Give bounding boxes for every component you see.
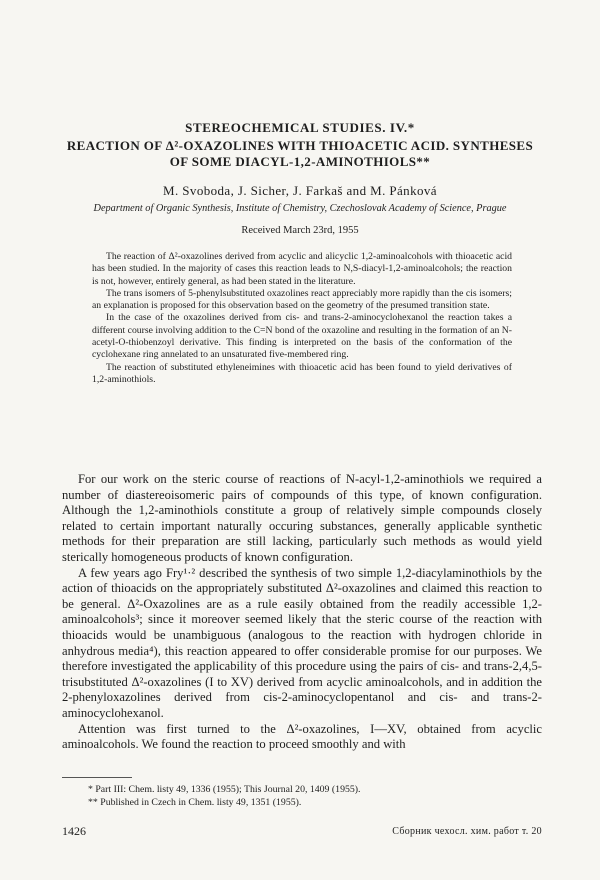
body-text	[62, 472, 542, 753]
abstract-paragraph: The trans isomers of 5-phenylsubstituted oxazolines react appreciably more rapidly than the cis isomers; an explanation is proposed for this observation based on the geometry of the presumed transition state.	[92, 287, 512, 312]
footnote: ** Published in Czech in Chem. listy 49, 1351 (1955).	[88, 797, 302, 808]
abstract-paragraph: The reaction of Δ²-oxazolines derived from acyclic and alicyclic 1,2-aminoalcohols with thioacetic acid has been studied. In the majority of cases this reaction leads to N,S-diacyl-1,2-aminoalcohols; the reaction is not, however, entirely general, as had been stated in the literature.	[92, 251, 512, 287]
title-line-1: REACTION OF Δ²-OXAZOLINES WITH THIOACETIC ACID. SYNTHESES	[66, 138, 534, 153]
journal-running-footer: Сборник чехосл. хим. работ т. 20	[392, 826, 542, 837]
abstract-paragraph: The reaction of substituted ethyleneimines with thioacetic acid has been found to yield derivatives of 1,2-aminothiols.	[92, 361, 512, 385]
footnote: * Part III: Chem. listy 49, 1336 (1955); This Journal 20, 1409 (1955).	[88, 784, 361, 795]
footnote-divider	[62, 777, 132, 778]
body-paragraph: Attention was first turned to the Δ²-oxazolines, I—XV, obtained from acyclic aminoalcohols. We found the reaction to proceed smoothly and with	[62, 721, 542, 752]
affiliation: Department of Organic Synthesis, Institute of Chemistry, Czechoslovak Academy of Science, Prague	[93, 203, 507, 214]
abstract	[92, 251, 512, 386]
article-title	[20, 138, 580, 170]
series-title: STEREOCHEMICAL STUDIES. IV.*	[185, 120, 415, 135]
authors: M. Svoboda, J. Sicher, J. Farkaš and M. Pánková	[163, 183, 437, 198]
footnotes	[88, 783, 528, 809]
body-paragraph: For our work on the steric course of reactions of N-acyl-1,2-aminothiols we required a number of diastereoisomeric pairs of compounds of this type, of known configuration. Although the 1,2-aminothiols constitute a group of relatively simple compounds closely related to certain important naturally occuring substances, generally applicable synthetic methods for their preparation are still lacking, particularly such methods as would yield sterically homogeneous products of known configuration.	[62, 472, 542, 564]
body-paragraph: A few years ago Fry¹·² described the synthesis of two simple 1,2-diacylaminothiols by the action of thioacids on the appropriately substituted Δ²-oxazolines and claimed this reaction to be general. Δ²-Oxazolines are as a rule easily obtained from the readily accessible 1,2-aminoalcohols³; since it moreover seemed likely that the steric course of the reaction with thioacids would be unambiguous (analogous to the reaction with hydrogen chloride in anhydrous media⁴), this reaction appeared to offer considerable promise for our purposes. We therefore investigated the applicability of this procedure using the pairs of cis- and trans-2,4,5-trisubstituted Δ²-oxazolines (I to XV) derived from acyclic aminoalcohols, and in addition the 2-phenyloxazolines derived from cis-2-aminocyclopentanol and cis- and trans-2-aminocyclohexanol.	[62, 565, 542, 720]
abstract-paragraph: In the case of the oxazolines derived from cis- and trans-2-aminocyclohexanol the reaction takes a different course involving addition to the C=N bond of the oxazoline and resulting in the formation of an N-acetyl-O-thiobenzoyl derivative. This finding is interpreted on the basis of the conformation of the cyclohexane ring annelated to an unsaturated five-membered ring.	[92, 312, 512, 361]
title-line-2: OF SOME DIACYL-1,2-AMINOTHIOLS**	[169, 154, 431, 169]
page-number: 1426	[62, 824, 86, 838]
received-date: Received March 23rd, 1955	[241, 225, 359, 236]
